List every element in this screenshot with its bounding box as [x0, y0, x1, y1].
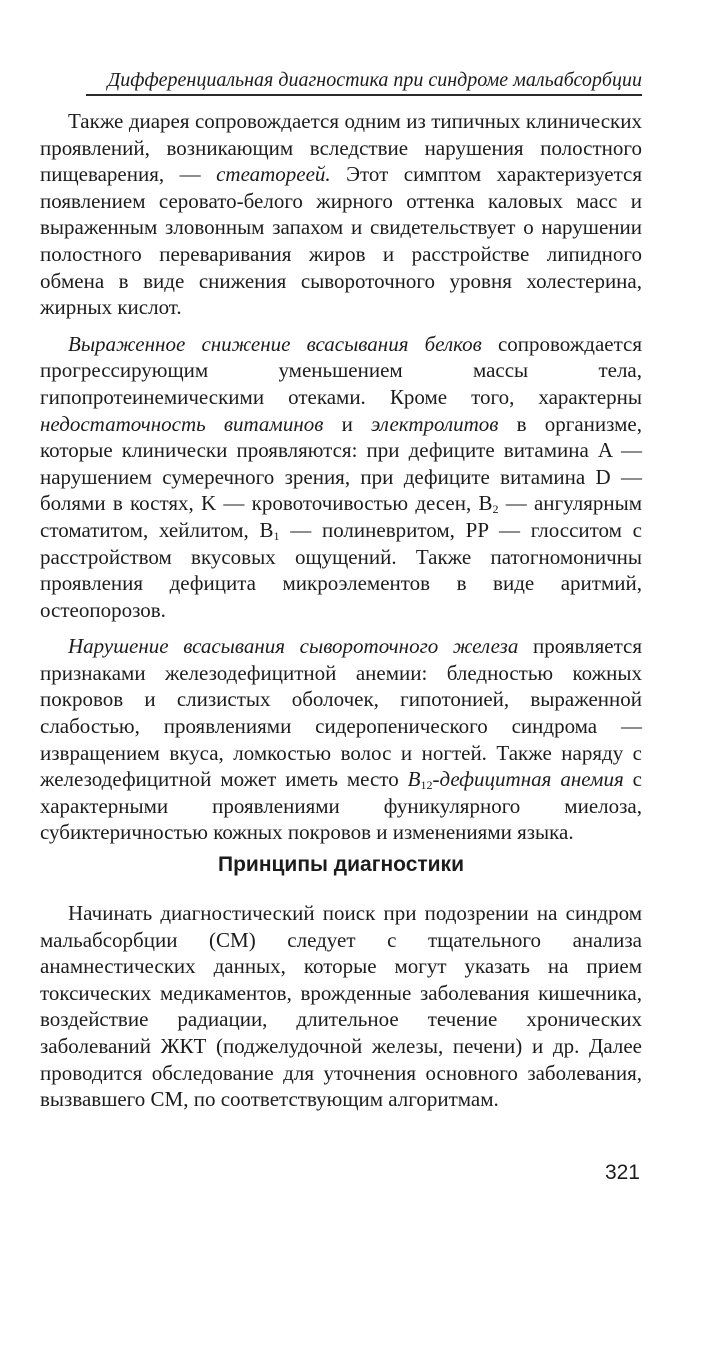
- subscript: 2: [492, 502, 499, 517]
- emphasis-term: Нарушение всасывания сывороточного железа: [68, 634, 519, 659]
- subscript: 12: [420, 778, 433, 793]
- text-span: Этот симптом характеризуется появлением серовато-белого жирного оттенка каловых масс и выраженным зловонным запахом и свидетельствует о нарушении полостного переваривания жиров и расстройстве липидного обмена в виде снижения сывороточного уровня холестерина, жирных кислот.: [40, 162, 642, 320]
- emphasis-term: недостаточность витаминов: [40, 411, 324, 436]
- emphasis-term: -дефицитная анемия: [432, 767, 624, 792]
- emphasis-term: B: [407, 767, 421, 792]
- subscript: 1: [273, 528, 280, 543]
- emphasis-term: Выраженное снижение всасывания белков: [68, 331, 482, 356]
- text-span: — полиневритом, PP — глосситом с расстройством вкусовых ощущений. Также патогномоничны проявления дефицита микроэлементов в виде аритмий, остеопорозов.: [40, 517, 642, 622]
- paragraph-protein-absorption: [40, 331, 642, 624]
- text-span: с характерными проявлениями фуникулярного миелоза, субиктеричностью кожных покровов и изменениями языка.: [40, 767, 642, 845]
- text-span: проявляется признаками железодефицитной анемии: бледностью кожных покровов и слизистых оболочек, гипотонией, выраженной слабостью, проявлениями сидеропенического синдрома — извращением вкуса, ломкостью волос и ногтей. Также наряду с железодефицитной может иметь место: [40, 634, 642, 792]
- body-text-block-2: [40, 900, 642, 1123]
- text-span: — ангулярным стоматитом, хейлитом, B: [40, 491, 642, 542]
- page-number: 321: [604, 1161, 640, 1184]
- text-span: и: [323, 411, 372, 436]
- paragraph-iron-absorption: [40, 633, 642, 846]
- text-span: в организме, которые клинически проявляются: при дефиците витамина A — нарушением сумеречного зрения, при дефиците витамина D — болями в костях, K — кровоточивостью десен, B: [40, 411, 643, 516]
- emphasis-term: стеатореей.: [216, 162, 331, 187]
- paragraph-steatorrhea: [40, 108, 642, 321]
- section-heading: Принципы диагностики: [218, 853, 464, 876]
- paragraph-diagnostic-principles: Начинать диагностический поиск при подозрении на синдром мальабсорбции (СМ) следует с тщательного анализа анамнестических данных, которые могут указать на прием токсических медикаментов, врожденные заболевания кишечника, воздействие радиации, длительное течение хронических заболеваний ЖКТ (поджелудочной железы, печени) и др. Далее проводится обследование для уточнения основного заболевания, вызвавшего СМ, по соответствующим алгоритмам.: [40, 901, 642, 1112]
- emphasis-term: электролитов: [371, 411, 499, 436]
- text-span: Также диарея сопровождается одним из типичных клинических проявлений, возникающим вследствие нарушения полостного пищеварения, —: [40, 109, 642, 187]
- text-span: сопровождается прогрессирующим уменьшением массы тела, гипопротеинемическими отеками. Кроме того, характерны: [40, 331, 642, 409]
- body-text-block-1: [40, 108, 642, 856]
- running-head: Дифференциальная диагностика при синдроме мальабсорбции: [86, 68, 642, 96]
